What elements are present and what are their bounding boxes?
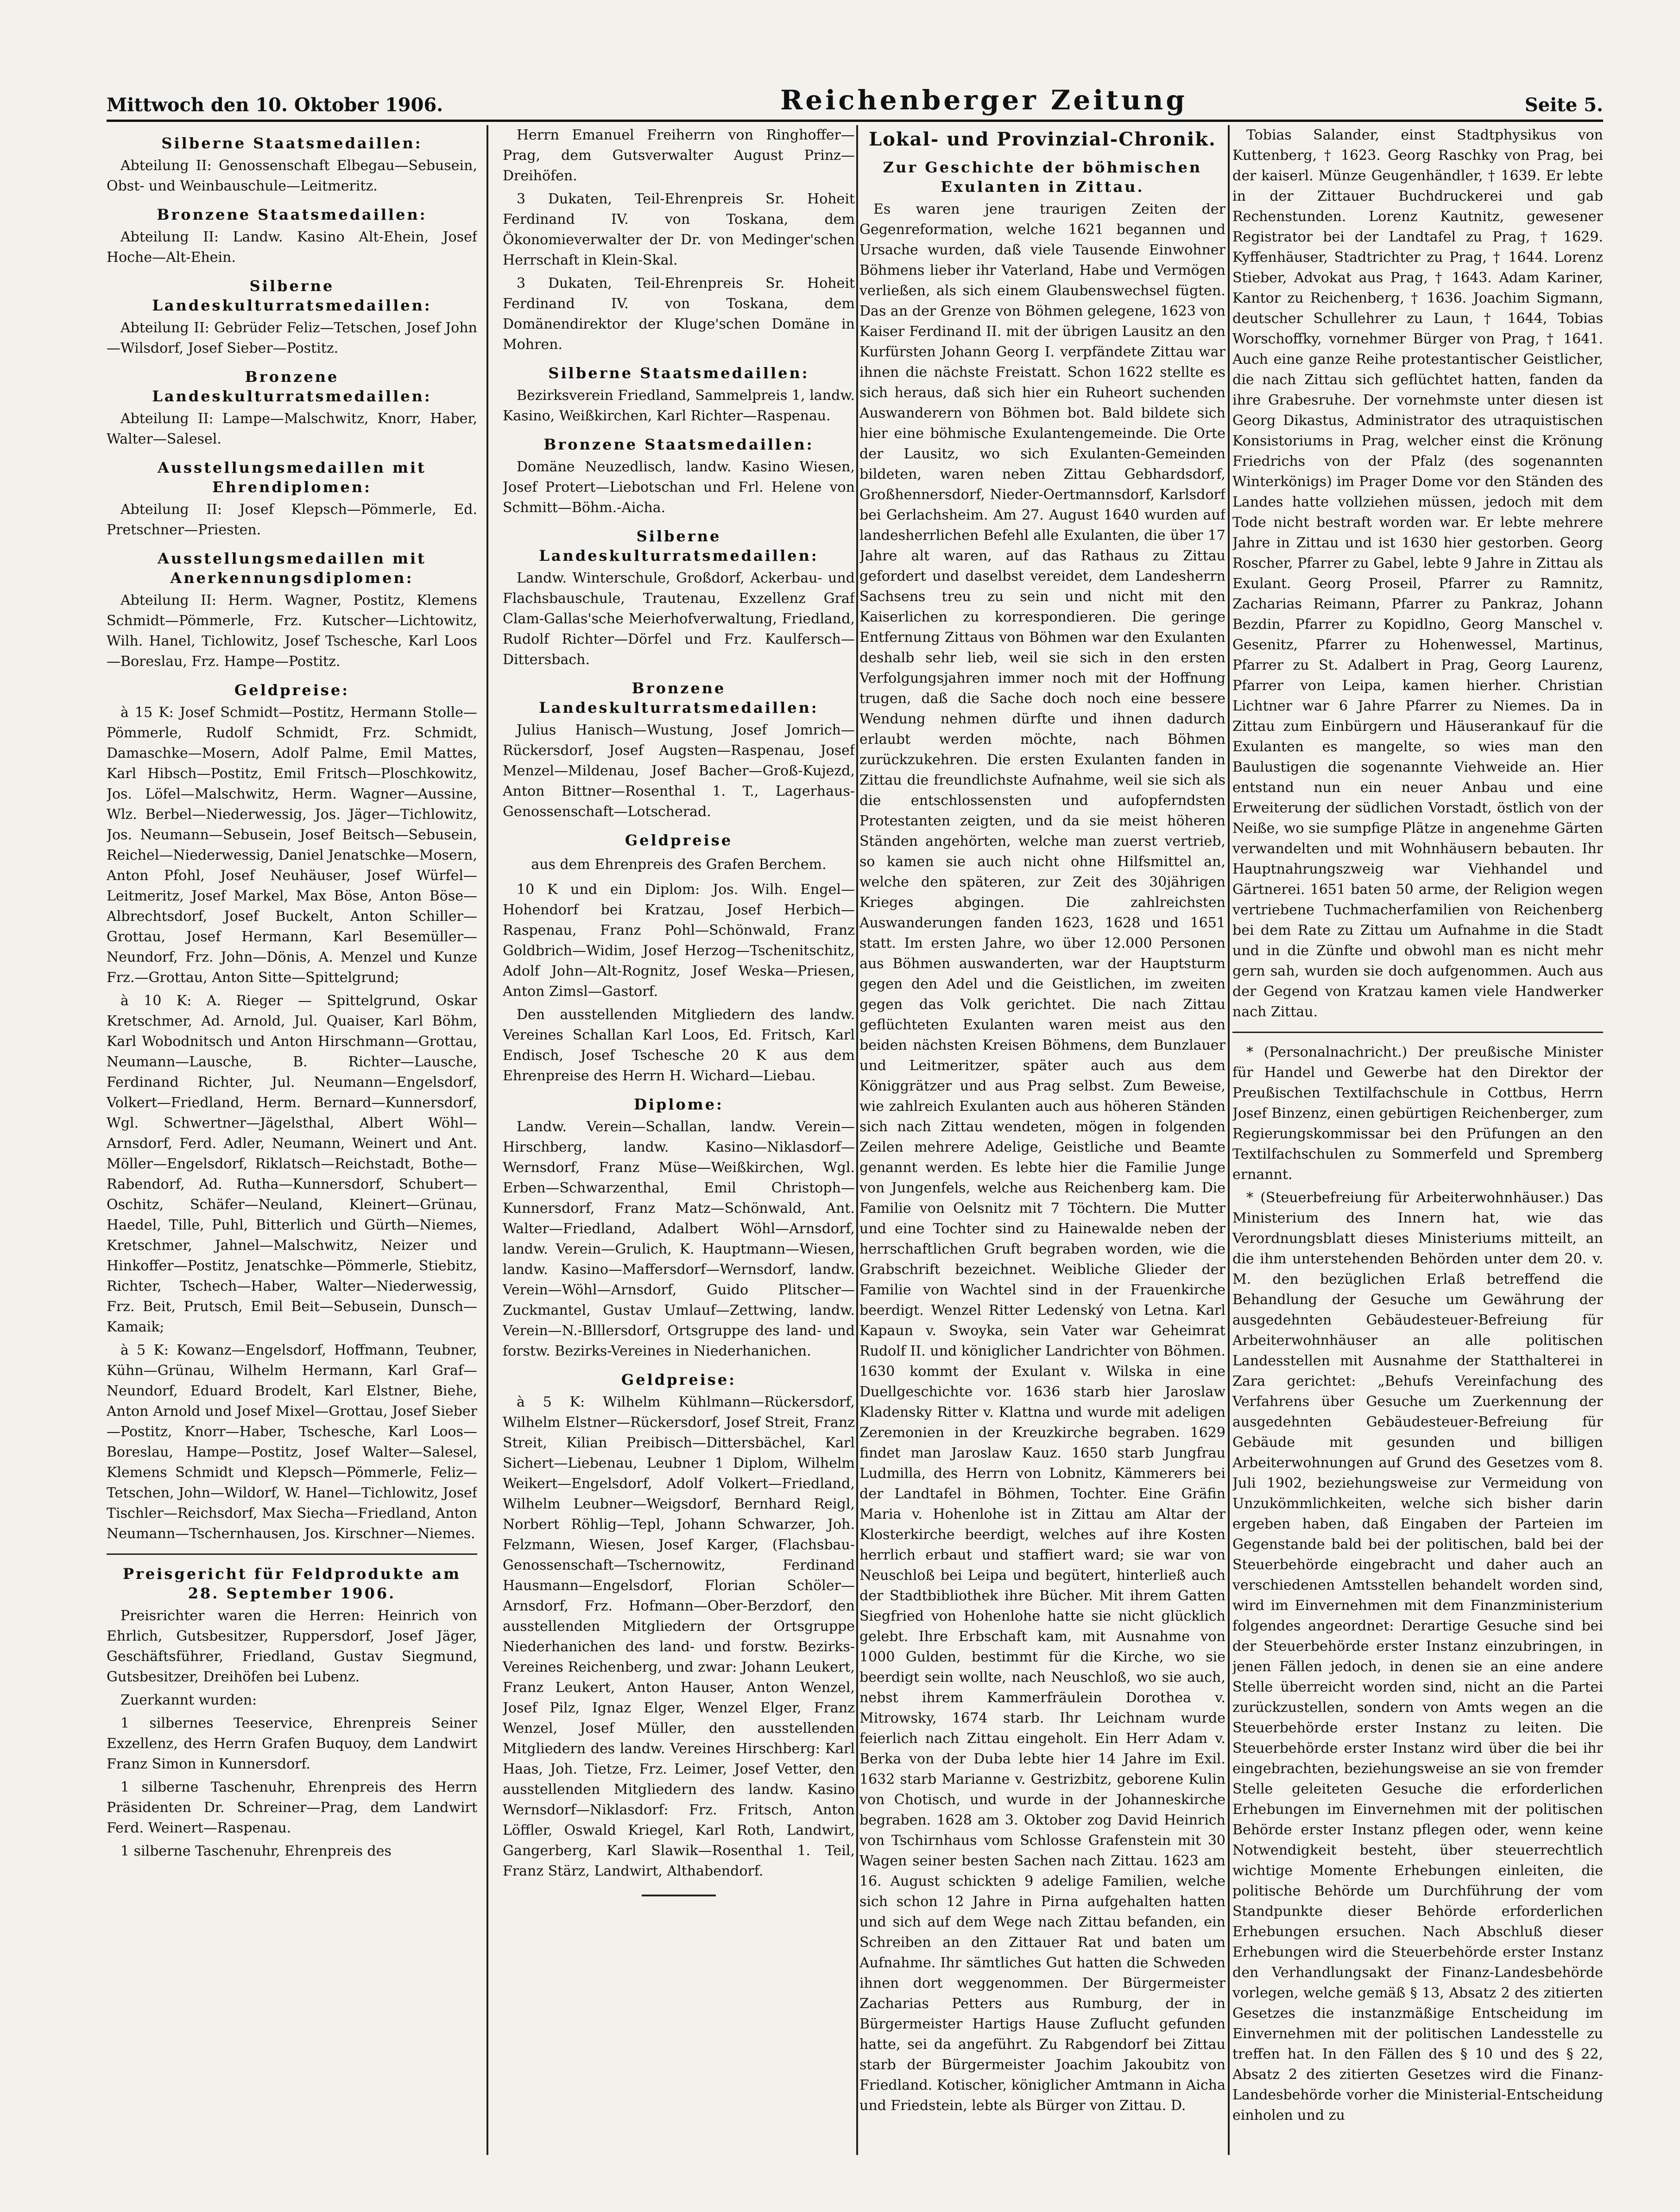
paragraph: 1 silberne Taschenuhr, Ehrenpreis des Herrn Präsidenten Dr. Schreiner—Prag, dem Landwirt Ferd. Weinert—Raspenau. — [107, 1779, 477, 1836]
paragraph: Tobias Salander, einst Stadtphysikus von Kuttenberg, † 1623. Georg Raschky von Prag, bei der kaiserl. Münze Geugenhändler, † 1639. Er lebte in der Zittauer Buchdruckerei und gab Rechenstunden. Lorenz Kautnitz, gewesener Registrator bei der Landtafel zu Prag, † 1629. Kyffenhäuser, Stadtrichter zu Prag, † 1644. Lorenz Stieber, Advokat aus Prag, † 1643. Adam Kariner, Kantor zu Reichenberg, † 1636. Joachim Sigmann, deutscher Schullehrer zu Laun, † 1644, Tobias Worschoffky, vornehmer Bürger von Prag, † 1641. Auch eine ganze Reihe protestantischer Geistlicher, die nach Zittau sich geflüchtet hatten, fanden da ihre Grabesruhe. Der vornehmste unter diesen ist Georg Dikastus, Administrator des utraquistischen Konsistoriums in Prag, welcher einst die Krönung Friedrichs von der Pfalz (des sogenannten Winterkönigs) im Prager Dome vor den Ständen des Landes hatte vollziehen müssen, jedoch mit dem Tode nicht bestraft worden war. Er lebte mehrere Jahre in Zittau und ist 1630 hier gestorben. Georg Roscher, Pfarrer zu Gabel, lebte 9 Jahre in Zittau als Exulant. Georg Proseil, Pfarrer zu Ramnitz, Zacharias Reimann, Pfarrer zu Pankraz, Johann Bezdin, Pfarrer zu Kopidlno, Georg Manschel v. Gesenitz, Pfarrer zu Hohenwessel, Martinus, Pfarrer zu St. Adalbert in Prag, Georg Laurenz, Pfarrer von Leipa, kamen hierher. Christian Lichtner war 6 Jahre Pfarrer zu Niemes. Da in Zittau zum Einbürgern und Häuserankauf für die Exulanten es mangelte, so wies man den Baulustigen die sogenannte Viehweide an. Hier entstand nun ein neuer Anbau und eine Erweiterung der südlichen Vorstadt, östlich von der Neiße, wo sie sumpfige Plätze in angenehme Gärten verwandelten und mit Wohnhäusern bebauten. Ihr Hauptnahrungszweig war Viehhandel und Gärtnerei. 1651 baten 50 arme, der Religion wegen vertriebene Tuchmacherfamilien von Reichenberg bei dem Rate zu Zittau um Aufnahme in die Stadt und in die Zünfte und obwohl man es nicht mehr gern sah, wurden sie doch aufgenommen. Auch aus der Gegend von Kratzau kamen viele Handwerker nach Zittau. — [1232, 127, 1603, 1020]
section-heading: Diplome: — [634, 1096, 724, 1113]
issue-date: Mittwoch den 10. Oktober 1906. — [107, 94, 443, 116]
column-divider — [1228, 125, 1230, 2155]
section-heading: Bronzene Staatsmedaillen: — [543, 436, 814, 453]
masthead-title: Reichenberger Zeitung — [780, 84, 1187, 116]
column-1 — [107, 125, 477, 2164]
paragraph: Abteilung II: Genossenschaft Elbegau—Sebusein, Obst- und Weinbauschule—Leitmeritz. — [107, 158, 477, 194]
paragraph: Landw. Winterschule, Großdorf, Ackerbau- und Flachsbauschule, Trautenau, Exzellenz Graf Clam-Gallas'sche Meierhofverwaltung, Friedland, Rudolf Richter—Dörfel und Frz. Kaulfersch—Dittersbach. — [503, 570, 855, 668]
paragraph: 3 Dukaten, Teil-Ehrenpreis Sr. Hoheit Ferdinand IV. von Toskana, dem Ökonomieverwalter der Dr. von Medinger'schen Herrschaft in Klein-Skal. — [503, 191, 855, 268]
section-heading: Ausstellungsmedaillen mit Anerkennungsdiplomen: — [158, 550, 426, 587]
paragraph: Herrn Emanuel Freiherrn von Ringhoffer—Prag, dem Gutsverwalter August Prinz—Dreihöfen. — [503, 127, 855, 184]
paragraph: Landw. Verein—Schallan, landw. Verein—Hirschberg, landw. Kasino—Niklasdorf—Wernsdorf, Franz Müse—Weißkirchen, Wgl. Erben—Schwarzenthal, Emil Christoph—Kunnersdorf, Franz Matz—Schönwald, Ant. Walter—Friedland, Adalbert Wöhl—Arnsdorf, landw. Verein—Grulich, K. Hauptmann—Wiesen, landw. Kasino—Maffersdorf—Wernsdorf, landw. Verein—Wöhl—Arnsdorf, Guido Plitscher—Zuckmantel, Gustav Umlauf—Zettwing, landw. Verein—N.-Blllersdorf, Ortsgruppe des land- und forstw. Bezirks-Vereines in Niederhanichen. — [503, 1119, 855, 1359]
column-2 — [503, 125, 855, 2164]
section-heading: Geldpreise: — [621, 1371, 737, 1388]
column-3 — [859, 125, 1225, 2164]
paragraph: à 5 K: Wilhelm Kühlmann—Rückersdorf, Wilhelm Elstner—Rückersdorf, Josef Streit, Franz Streit, Kilian Preibisch—Dittersbächel, Karl Sichert—Liebenau, Leubner 1 Diplom, Wilhelm Weikert—Engelsdorf, Adolf Volkert—Friedland, Wilhelm Leubner—Weigsdorf, Bernhard Reigl, Norbert Röhlig—Tepl, Johann Schwarzer, Joh. Felzmann, Wiesen, Josef Karger, (Flachsbau-Genossenschaft—Tschernowitz, Ferdinand Hausmann—Engelsdorf, Florian Schöler—Arnsdorf, Frz. Hofmann—Ober-Berzdorf, den ausstellenden Mitgliedern der Ortsgruppe Niederhanichen des land- und forstw. Bezirks-Vereines Reichenberg, und zwar: Johann Leukert, Franz Leukert, Anton Hauser, Anton Wenzel, Josef Pilz, Ignaz Elger, Wenzel Elger, Franz Wenzel, Josef Müller, den ausstellenden Mitgliedern des landw. Vereines Hirschberg: Karl Haas, Joh. Tietze, Frz. Leimer, Josef Vetter, den ausstellenden Mitgliedern des landw. Kasino Wernsdorf—Niklasdorf: Frz. Fritsch, Anton Löffler, Oswald Kriegel, Karl Roth, Landwirt, Gangerberg, Karl Slawik—Rosenthal 1. Teil, Franz Stärz, Landwirt, Althabendorf. — [503, 1394, 855, 1879]
column-4 — [1232, 125, 1603, 2164]
paragraph: à 5 K: Kowanz—Engelsdorf, Hoffmann, Teubner, Kühn—Grünau, Wilhelm Hermann, Karl Graf—Neundorf, Eduard Brodelt, Karl Elstner, Biehe, Anton Arnold und Josef Mixel—Grottau, Josef Sieber—Postitz, Knorr—Haber, Tschesche, Karl Loos—Boreslau, Hampe—Postitz, Josef Walter—Salesel, Klemens Schmidt und Klepsch—Pömmerle, Feliz—Tetschen, John—Wildorf, W. Hanel—Tichlowitz, Josef Tischler—Reichsdorf, Max Siecha—Friedland, Anton Neumann—Tschernhausen, Jos. Kirschner—Niemes. — [107, 1342, 477, 1542]
paragraph: Es waren jene traurigen Zeiten der Gegenreformation, welche 1621 begannen und Ursache wurden, daß viele Tausende Einwohner Böhmens lieber ihr Vaterland, Habe und Vermögen verließen, als sich einem Glaubenswechsel fügten. Das an der Grenze von Böhmen gelegene, 1623 von Kaiser Ferdinand II. mit der übrigen Lausitz an den Kurfürsten Johann Georg I. verpfändete Zittau war ihnen die nächste Freistatt. Schon 1622 stellte es sich heraus, daß sich hier ein Ruheort suchenden Auswanderern von Böhmen bot. Bald bildete sich hier eine böhmische Exulantengemeinde. Die Orte der Lausitz, wo sich Exulanten-Gemeinden bildeten, waren neben Zittau Gebhardsdorf, Großhennersdorf, Nieder-Oertmannsdorf, Karlsdorf bei Gerlachsheim. Am 27. August 1640 wurden auf landesherrlichen Befehl alle Exulanten, die über 17 Jahre alt waren, auf das Rathaus zu Zittau gefordert und daselbst vereidet, dem Landesherrn Sachsens treu zu sein und nicht mit den Kaiserlichen zu korrespondieren. Die geringe Entfernung Zittaus von Böhmen war den Exulanten deshalb sehr lieb, weil sie sich in den ersten Verfolgungsjahren immer noch mit der Hoffnung trugen, daß die Sache doch noch eine bessere Wendung nehmen dürfte und ihnen dadurch erlaubt werden möchte, nach Böhmen zurückzukehren. Die ersten Exulanten fanden in Zittau die freundlichste Aufnahme, weil sie sich als die entschlossensten und aufopferndsten Protestanten zeigten, und da sie meist höheren Ständen angehörten, welche man zuerst vertrieb, so kamen sie auch nicht ohne Hilfsmittel an, welche den späteren, zur Zeit des 30jährigen Krieges abgingen. Die zahlreichsten Auswanderungen fanden 1623, 1628 und 1651 statt. Im ersten Jahre, wo über 12.000 Personen aus Böhmen auswanderten, war der Hauptsturm gegen den Adel und die Geistlichen, im zweiten gegen das Volk gerichtet. Die nach Zittau geflüchteten Exulanten waren meist aus den beiden nächsten Kreisen Böhmens, dem Bunzlauer und Leitmeritzer, später auch aus dem Königgrätzer und aus Prag selbst. Zum Beweise, wie zahlreich Exulanten auch aus höheren Ständen sich nach Zittau wendeten, mögen in folgenden Zeilen mehrere Adelige, Geistliche und Beamte genannt werden. Es lebte hier die Familie Junge von Jungenfels, welche aus Reichenberg kam. Die Familie von Oelsnitz mit 7 Töchtern. Die Mutter und eine Tochter sind zu Hainewalde neben der herrschaftlichen Gruft begraben worden, wie die Grabschrift bezeichnet. Weibliche Glieder der Familie von Wachtel sind in der Frauenkirche beerdigt. Wenzel Ritter Ledenský von Letna. Karl Kapaun v. Swoyka, sein Vater war Geheimrat Rudolf II. und königlicher Landrichter von Böhmen. 1630 kommt der Exulant v. Wilska in eine Duellgeschichte vor. 1636 starb hier Jaroslaw Kladensky Ritter v. Klattna und wurde mit adeligen Zeremonien in der Kreuzkirche begraben. 1629 findet man Jaroslaw Kauz. 1650 starb Jungfrau Ludmilla, des Herrn von Lobnitz, Kämmerers bei der Landtafel in Böhmen, Tochter. Eine Gräfin Maria v. Hohenlohe ist in Zittau am Altar der Klosterkirche beerdigt, welches auf ihre Kosten herrlich erbaut und staffiert ward; sie war von Neuschloß bei Leipa und begütert, hinterließ auch der Stadtbibliothek ihre Bücher. Mit ihrem Gatten Siegfried von Hohenlohe hatte sie nicht glücklich gelebt. Ihre Erbschaft kam, mit Ausnahme von 1000 Gulden, bestimmt für die Kirche, wo sie beerdigt sein wollte, nach Neuschloß, wo sie auch, nebst ihrem Kammerfräulein Dorothea v. Mitrowsky, 1674 starb. Ihr Leichnam wurde feierlich nach Zittau eingeholt. Ein Herr Adam v. Berka von der Duba lebte hier 14 Jahre im Exil. 1632 starb Marianne v. Gestrizbitz, geborene Kulin von Chotisch, und wurde in der Johanneskirche begraben. 1628 am 3. Oktober zog David Heinrich von Tschirnhaus vom Schlosse Grafenstein mit 30 Wagen seiner besten Sachen nach Zittau. 1623 am 16. August schickten 9 adelige Familien, welche sich schon 12 Jahre in Pirna aufgehalten hatten und sich auf dem Wege nach Zittau befanden, ein Schreiben an den Zittauer Rat und baten um Aufnahme. Ihr sämtliches Gut hatten die Schweden ihnen dort weggenommen. Der Bürgermeister Zacharias Petters aus Rumburg, der in Bürgermeister Hartigs Hause Zuflucht gefunden hatte, sei da angeführt. Zu Rabgendorf bei Zittau starb der Bürgermeister Joachim Jakoubitz von Friedland. Kotischer, königlicher Amtmann in Aicha und Friedstein, lebte als Bürger von Zittau. D. — [859, 201, 1225, 2114]
section-heading: Bronzene Landeskulturratsmedaillen: — [539, 679, 819, 716]
paragraph: Abteilung II: Gebrüder Feliz—Tetschen, Josef John—Wilsdorf, Josef Sieber—Postitz. — [107, 320, 477, 356]
paragraph: Abteilung II: Josef Klepsch—Pömmerle, Ed. Pretschner—Priesten. — [107, 501, 477, 538]
column-divider — [856, 125, 858, 2155]
paragraph: 10 K und ein Diplom: Jos. Wilh. Engel—Hohendorf bei Kratzau, Josef Herbich—Raspenau, Franz Pohl—Schönwald, Franz Goldbrich—Widim, Josef Herzog—Tschenitschitz, Adolf John—Alt-Rognitz, Josef Weska—Priesen, Anton Zimsl—Gastorf. — [503, 881, 855, 1000]
paragraph: Den ausstellenden Mitgliedern des landw. Vereines Schallan Karl Loos, Ed. Fritsch, Karl Endisch, Josef Tschesche 20 K aus dem Ehrenpreise des Herrn H. Wichard—Liebau. — [503, 1007, 855, 1084]
section-heading: Silberne Landeskulturratsmedaillen: — [539, 527, 819, 564]
divider — [1232, 1032, 1603, 1033]
section-heading: Bronzene Landeskulturratsmedaillen: — [152, 368, 432, 405]
paragraph: Abteilung II: Landw. Kasino Alt-Ehein, Josef Hoche—Alt-Ehein. — [107, 229, 477, 266]
paragraph: Zuerkannt wurden: — [120, 1692, 257, 1708]
section-heading: Geldpreise: — [234, 681, 350, 699]
paragraph: à 10 K: A. Rieger — Spittelgrund, Oskar Kretschmer, Ad. Arnold, Jul. Quaiser, Karl Böhm, Karl Wobodnitsch und Anton Hirschmann—Grottau, Neumann—Lausche, B. Richter—Lausche, Ferdinand Richter, Jul. Neumann—Engelsdorf, Volkert—Friedland, Herm. Bernard—Kunnersdorf, Wgl. Schwertner—Jägelsthal, Albert Wöhl—Arnsdorf, Ferd. Adler, Neumann, Weinert und Ant. Möller—Engelsdorf, Riklatsch—Reichstadt, Bothe—Rabendorf, Ad. Rutha—Kunnersdorf, Schubert—Oschitz, Schäfer—Neuland, Kleinert—Grünau, Haedel, Tille, Puhl, Bitterlich und Gürth—Niemes, Kretschmer, Jahnel—Malschwitz, Neizer und Hinkoffer—Postitz, Jenatschke—Pömmerle, Stiebitz, Richter, Tschech—Haber, Walter—Niederwessig, Frz. Beit, Prutsch, Emil Beit—Sebusein, Dunsch—Kamaik; — [107, 993, 477, 1335]
paragraph: Bezirksverein Friedland, Sammelpreis 1, landw. Kasino, Weißkirchen, Karl Richter—Raspenau. — [503, 387, 855, 424]
column-divider — [486, 125, 488, 2155]
section-heading: Silberne Staatsmedaillen: — [161, 134, 423, 152]
article-title: Zur Geschichte der böhmischen Exulanten in Zittau. — [883, 158, 1202, 196]
paragraph: Abteilung II: Lampe—Malschwitz, Knorr, Haber, Walter—Salesel. — [107, 411, 477, 447]
paragraph: Domäne Neuzedlisch, landw. Kasino Wiesen, Josef Protert—Liebotschan und Frl. Helene von Schmitt—Böhm.-Aicha. — [503, 459, 855, 516]
paragraph: Preisrichter waren die Herren: Heinrich von Ehrlich, Gutsbesitzer, Ruppersdorf, Josef Jäger, Geschäftsführer, Friedland, Gustav Siegmund, Gutsbesitzer, Dreihöfen bei Lubenz. — [107, 1608, 477, 1685]
paragraph: 1 silbernes Teeservice, Ehrenpreis Seiner Exzellenz, des Herrn Grafen Buquoy, dem Landwirt Franz Simon in Kunnersdorf. — [107, 1715, 477, 1772]
page-header — [107, 79, 1603, 122]
paragraph: 1 silberne Taschenuhr, Ehrenpreis des — [120, 1843, 392, 1859]
section-heading: Silberne Landeskulturratsmedaillen: — [152, 277, 432, 314]
page-number: Seite 5. — [1524, 94, 1603, 116]
section-heading: Geldpreise — [625, 831, 733, 849]
section-heading: Preisgericht für Feldprodukte am 28. September 1906. — [122, 1565, 461, 1602]
section-heading: Bronzene Staatsmedaillen: — [157, 206, 427, 223]
subheading: aus dem Ehrenpreis des Grafen Berchem. — [531, 856, 827, 873]
end-rule — [642, 1895, 716, 1896]
section-title: Lokal- und Provinzial-Chronik. — [869, 128, 1216, 150]
paragraph: Julius Hanisch—Wustung, Josef Jomrich—Rückersdorf, Josef Augsten—Raspenau, Josef Menzel—Mildenau, Josef Bacher—Groß-Kujezd, Anton Bittner—Rosenthal 1. T., Lagerhaus-Genossenschaft—Lotscherad. — [503, 722, 855, 820]
paragraph: * (Personalnachricht.) Der preußische Minister für Handel und Gewerbe hat den Direktor der Preußischen Textilfachschule in Cottbus, Herrn Josef Binzenz, einen gebürtigen Reichenberger, zum Regierungskommissar bei den Prüfungen an den Textilfachschulen zu Sommerfeld und Spremberg ernannt. — [1232, 1044, 1603, 1183]
section-heading: Silberne Staatsmedaillen: — [548, 364, 809, 382]
paragraph: à 15 K: Josef Schmidt—Postitz, Hermann Stolle—Pömmerle, Rudolf Schmidt, Frz. Schmidt, Damaschke—Mosern, Adolf Palme, Emil Mattes, Karl Hibsch—Postitz, Emil Fritsch—Ploschkowitz, Jos. Löfel—Malschwitz, Herm. Wagner—Aussine, Wlz. Berbel—Niederwessig, Jos. Jäger—Tichlowitz, Jos. Neumann—Sebusein, Josef Beitsch—Sebusein, Reichel—Niederwessig, Daniel Jenatschke—Mosern, Anton Pfohl, Josef Neuhäuser, Josef Würfel—Leitmeritz, Josef Markel, Max Böse, Anton Böse—Albrechtsdorf, Josef Buckelt, Anton Schiller—Grottau, Josef Hermann, Karl Besemüller—Neundorf, Frz. John—Dönis, A. Menzel und Kunze Frz.—Grottau, Anton Sitte—Spittelgrund; — [107, 704, 477, 986]
paragraph: * (Steuerbefreiung für Arbeiterwohnhäuser.) Das Ministerium des Innern hat, wie das Verordnungsblatt dieses Ministeriums mitteilt, an die ihm unterstehenden Behörden unter dem 20. v. M. den bezüglichen Erlaß betreffend die Behandlung der Gesuche um Gewährung der ausgedehnten Gebäudesteuer-Befreiung für Arbeiterwohnhäuser an alle politischen Landesstellen mit Ausnahme der Statthalterei in Zara gerichtet: „Behufs Vereinfachung des Verfahrens über Gesuche um Zuerkennung der ausgedehnten Gebäudesteuer-Befreiung für Gebäude mit gesunden und billigen Arbeiterwohnungen auf Grund des Gesetzes vom 8. Juli 1902, beziehungsweise zur Vermeidung von Unzukömmlichkeiten, welche sich bisher darin ergeben haben, daß Eingaben der Parteien im Gegenstande bald bei der politischen, bald bei der Steuerbehörde eingebracht und daher auch an verschiedenen Amtsstellen behandelt worden sind, wird im Einvernehmen mit dem Finanzministerium folgendes angeordnet: Derartige Gesuche sind bei der Steuerbehörde erster Instanz einzubringen, in jenen Fällen jedoch, in denen sie an eine andere Stelle überreicht worden sind, nicht an die Partei zurückzustellen, sondern von Amts wegen an die Steuerbehörde erster Instanz zu leiten. Die Steuerbehörde erster Instanz wird über die bei ihr eingebrachten, beziehungsweise an sie von fremder Stelle geleiteten Gesuche die erforderlichen Erhebungen im Einvernehmen mit der politischen Behörde erster Instanz pflegen oder, wenn keine Notwendigkeit besteht, über steuerrechtlich wichtige Momente Erhebungen einleiten, die politische Behörde um Durchführung der vom Standpunkte dieser Behörde erforderlichen Erhebungen ersuchen. Nach Abschluß dieser Erhebungen wird die Steuerbehörde erster Instanz den Verhandlungsakt der Finanz-Landesbehörde vorlegen, welche gemäß § 13, Absatz 2 des zitierten Gesetzes die instanzmäßige Entscheidung im Einvernehmen mit der politischen Landesstelle zu treffen hat. In den Fällen des § 10 und des § 22, Absatz 2 des zitierten Gesetzes wird die Finanz-Landesbehörde vorher die Ministerial-Entscheidung einholen und zu — [1232, 1190, 1603, 2123]
paragraph: Abteilung II: Herm. Wagner, Postitz, Klemens Schmidt—Pömmerle, Frz. Kutscher—Lichtowitz, Wilh. Hanel, Tichlowitz, Josef Tschesche, Karl Loos—Boreslau, Frz. Hampe—Postitz. — [107, 592, 477, 670]
divider — [107, 1553, 477, 1555]
section-heading: Ausstellungsmedaillen mit Ehrendiplomen: — [158, 459, 426, 496]
paragraph: 3 Dukaten, Teil-Ehrenpreis Sr. Hoheit Ferdinand IV. von Toskana, dem Domänendirektor der Kluge'schen Domäne in Mohren. — [503, 275, 855, 353]
